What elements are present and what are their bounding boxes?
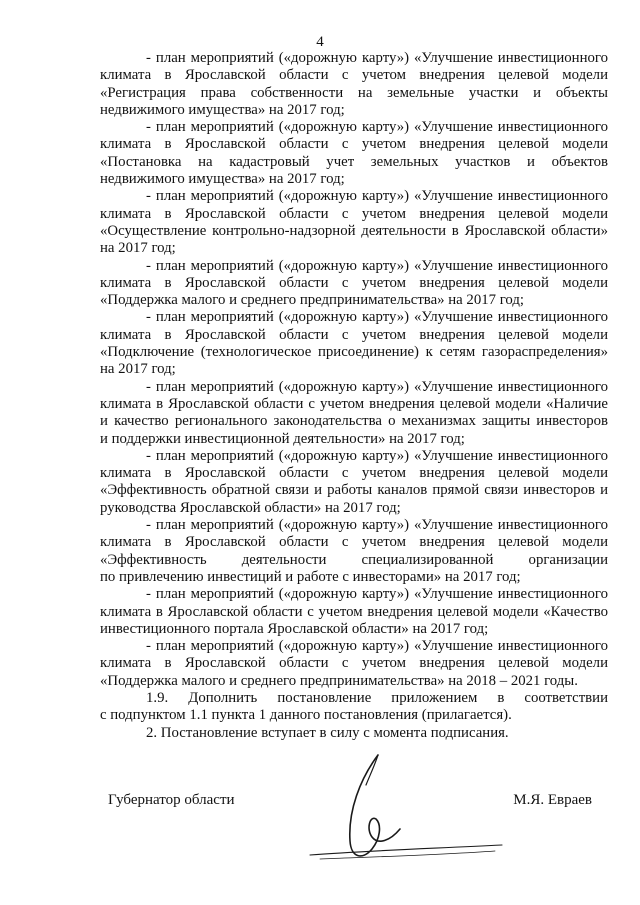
text-line: - план мероприятий («дорожную карту») «Улучшение инвестиционного bbox=[146, 188, 608, 205]
text-line: и поддержки инвестиционной деятельности» на 2017 год; bbox=[100, 430, 465, 447]
text-line: климата в Ярославской области с учетом внедрения целевой модели bbox=[100, 326, 608, 343]
text-line: и качество регионального законодательства о механизмах защиты инвесторов bbox=[100, 413, 608, 430]
text-line: - план мероприятий («дорожную карту») «Улучшение инвестиционного bbox=[146, 309, 608, 326]
list-item bbox=[100, 119, 608, 188]
text-line: климата в Ярославской области с учетом внедрения целевой модели «Наличие bbox=[100, 395, 608, 412]
effective-date-paragraph: 2. Постановление вступает в силу с момента подписания. bbox=[146, 724, 509, 741]
text-line: - план мероприятий («дорожную карту») «Улучшение инвестиционного bbox=[146, 517, 608, 534]
text-line: «Постановка на кадастровый учет земельных участков и объектов bbox=[100, 153, 608, 170]
text-line: «Эффективность деятельности специализированной организации bbox=[100, 551, 608, 568]
text-line: - план мероприятий («дорожную карту») «Улучшение инвестиционного bbox=[146, 586, 608, 603]
text-line: климата в Ярославской области с учетом внедрения целевой модели bbox=[100, 67, 608, 84]
text-line: руководства Ярославской области» на 2017 год; bbox=[100, 499, 401, 516]
signatory-name: М.Я. Евраев bbox=[513, 792, 592, 808]
text-line: климата в Ярославской области с учетом внедрения целевой модели bbox=[100, 205, 608, 222]
text-line: «Осуществление контрольно-надзорной деятельности в Ярославской области» bbox=[100, 222, 608, 239]
text-line: климата в Ярославской области с учетом внедрения целевой модели «Качество bbox=[100, 603, 608, 620]
text-line: - план мероприятий («дорожную карту») «Улучшение инвестиционного bbox=[146, 447, 608, 464]
page-number: 4 bbox=[316, 34, 324, 50]
signatory-title: Губернатор области bbox=[108, 792, 235, 808]
text-line: - план мероприятий («дорожную карту») «Улучшение инвестиционного bbox=[146, 257, 608, 274]
text-line: - план мероприятий («дорожную карту») «Улучшение инвестиционного bbox=[146, 119, 608, 136]
list-item bbox=[100, 258, 608, 310]
list-item bbox=[100, 586, 608, 638]
text-line: по привлечению инвестиций и работе с инвесторами» на 2017 год; bbox=[100, 568, 521, 585]
text-line: 1.9. Дополнить постановление приложением в соответствии bbox=[146, 689, 608, 706]
text-line: «Поддержка малого и среднего предпринимательства» на 2017 год; bbox=[100, 292, 525, 309]
list-item bbox=[100, 188, 608, 257]
list-item bbox=[100, 448, 608, 517]
text-line: - план мероприятий («дорожную карту») «Улучшение инвестиционного bbox=[146, 50, 608, 66]
text-line: «Подключение (технологическое присоединение) к сетям газораспределения» bbox=[100, 344, 608, 361]
text-line: климата в Ярославской области с учетом внедрения целевой модели bbox=[100, 534, 608, 551]
list-item bbox=[100, 379, 608, 448]
list-item bbox=[100, 517, 608, 586]
document-body bbox=[100, 50, 608, 742]
text-line: на 2017 год; bbox=[100, 361, 176, 378]
text-line: с подпунктом 1.1 пункта 1 данного постановления (прилагается). bbox=[100, 707, 512, 724]
text-line: на 2017 год; bbox=[100, 240, 176, 257]
amendment-paragraph bbox=[100, 690, 608, 725]
text-line: климата в Ярославской области с учетом внедрения целевой модели bbox=[100, 136, 608, 153]
text-line: «Регистрация права собственности на земельные участки и объекты bbox=[100, 84, 608, 101]
text-line: климата в Ярославской области с учетом внедрения целевой модели bbox=[100, 274, 608, 291]
text-line: «Поддержка малого и среднего предпринимательства» на 2018 – 2021 годы. bbox=[100, 672, 578, 689]
text-line: недвижимого имущества» на 2017 год; bbox=[100, 101, 345, 118]
text-line: климата в Ярославской области с учетом внедрения целевой модели bbox=[100, 655, 608, 672]
text-line: - план мероприятий («дорожную карту») «Улучшение инвестиционного bbox=[146, 638, 608, 655]
text-line: инвестиционного портала Ярославской области» на 2017 год; bbox=[100, 620, 489, 637]
text-line: климата в Ярославской области с учетом внедрения целевой модели bbox=[100, 465, 608, 482]
text-line: - план мероприятий («дорожную карту») «Улучшение инвестиционного bbox=[146, 378, 608, 395]
list-item bbox=[100, 50, 608, 119]
signature-block bbox=[100, 792, 608, 814]
list-item bbox=[100, 638, 608, 690]
list-item bbox=[100, 309, 608, 378]
text-line: «Эффективность обратной связи и работы каналов прямой связи инвесторов и bbox=[100, 482, 608, 499]
text-line: недвижимого имущества» на 2017 год; bbox=[100, 171, 345, 188]
